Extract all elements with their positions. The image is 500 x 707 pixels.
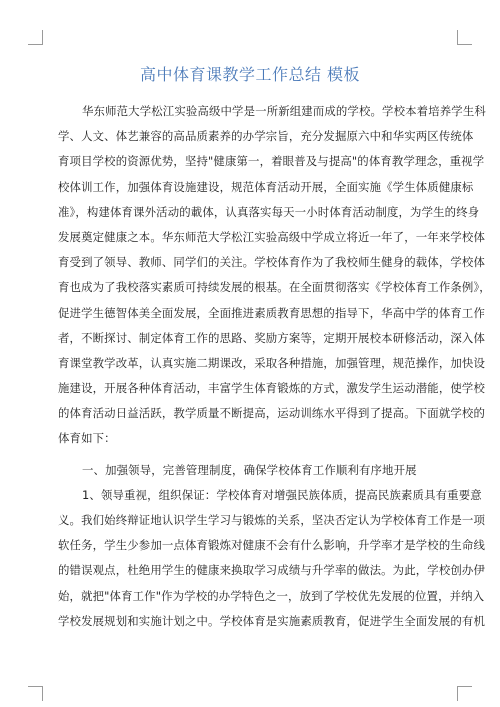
- paragraph-line: 软任务，学生少参加一点体育锻炼对健康不会有什么影响，升学率才是学校的生命线: [58, 538, 486, 553]
- paragraph-line: 学校发展规划和实施计划之中。学校体育是实施素质教育，促进学生全面发展的有机: [58, 613, 486, 628]
- document-title: 高中体育课教学工作总结 模板: [139, 65, 361, 84]
- crop-mark-top-left: [28, 30, 43, 45]
- paragraph-line: 校体训工作，加强体育设施建设，规范体育活动开展，全面实施《学生体质健康标: [58, 179, 474, 194]
- crop-mark-bottom-left: [28, 686, 43, 701]
- crop-mark-top-right: [457, 30, 472, 45]
- paragraph-line: 育受到了领导、教师、同学们的关注。学校体育作为了我校师生健身的载体，学校体: [58, 255, 486, 270]
- paragraph-intro: [58, 99, 491, 452]
- paragraph-line: 的体育活动日益活跃，教学质量不断提高，运动训练水平得到了提高。下面就学校的: [58, 406, 486, 421]
- paragraph-leadership: [58, 483, 486, 634]
- paragraph-line: 体育如下：: [58, 431, 116, 446]
- paragraph-line: 促进学生德智体美全面发展，全面推进素质教育思想的指导下，华高中学的体育工作: [58, 305, 486, 320]
- paragraph-line: 1、领导重视，组织保证：学校体育对增强民族体质，提高民族素质具有重要意: [82, 487, 482, 502]
- crop-mark-bottom-right: [457, 686, 472, 701]
- paragraph-line: 准》，构建体育课外活动的載体，认真落实每天一小时体育活动制度，为学生的终身: [58, 204, 480, 219]
- paragraph-line: 育也成为了我校落实素质可持续发展的根基。在全面贯彻落实《学校体育工作条例》，: [58, 280, 491, 295]
- paragraph-line: 育项目学校的资源优势，坚持"健康第一，着眼普及与提高"的体育教学理念，重视学: [58, 154, 485, 169]
- paragraph-line: 学、人文、体艺兼容的高品质素养的办学宗旨，充分发掘原六中和华实两区传统体: [58, 129, 474, 144]
- section-heading: 一、加强领导，完善管理制度，确保学校体育工作顺利有序地开展: [82, 462, 417, 477]
- paragraph-line: 的错误观点，杜绝用学生的健康来换取学习成绩与升学率的做法。为此，学校创办伊: [58, 563, 486, 578]
- paragraph-line: 华东师范大学松江实验高级中学是一所新组建而成的学校。学校本着培养学生科: [82, 104, 486, 118]
- paragraph-line: 义。我们始终辩证地认识学生学习与锻炼的关系，坚决否定认为学校体育工作是一项: [58, 513, 486, 527]
- paragraph-line: 育课堂教学改革，认真实施二期课改，采取各种措施，加强管理，规范操作，加快设: [58, 355, 486, 370]
- paragraph-line: 者，不断探讨、制定体育工作的思路、奖励方案等，定期开展校本研修活动，深入体: [58, 330, 486, 345]
- document-body: [58, 99, 491, 634]
- paragraph-line: 始，就把"体育工作"作为学校的办学特色之一，放到了学校优先发展的位置，并纳入: [58, 588, 485, 603]
- paragraph-line: 发展奠定健康之本。华东师范大学松江实验高级中学成立将近一年了，一年来学校体: [58, 229, 486, 244]
- paragraph-line: 施建设，开展各种体育活动，丰富学生体育锻炼的方式，激发学生运动潜能，使学校: [58, 381, 486, 396]
